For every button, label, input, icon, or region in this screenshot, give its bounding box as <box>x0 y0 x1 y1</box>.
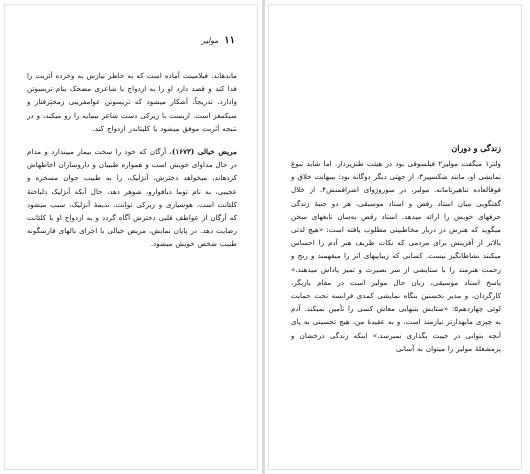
paragraph-1: ماندهاند. فیلامینت آماده است که به خاطر نیازش به وخرده آثریت را فدا کند و قصد دارد او را به ازدواج با شاعری مضحک بنام تریسوتن وادارد. تدریجاً، آشکار میشود که تریسوتن عوامفریبی زمختِرفتار و سبکمغز است. اریست با زیرکی دست شاعر بیمایه را رو میکند، و در نتیجه آثریت موفق میشود با کلیتاندر ازدواج کند. <box>27 71 237 133</box>
paragraph-2 <box>27 145 237 251</box>
right-page <box>268 4 522 470</box>
running-head: مولیر <box>201 36 219 45</box>
page-number: ۱۱ <box>224 35 235 46</box>
left-page-body <box>27 69 237 251</box>
paragraph-2-text: آرگان که خود را سخت بیمار میپندارد و مدام در حال مداوای خویش است و همواره طبیبان و داروسازان احاطهاش کردهاند، میخواهد دخترش، آنژلیک، را به طبیب جوان مسخره و عجیبی، به نام توما دیافوارو، شوهر دهد، حال آنکه آنژلیک دلباختهٔ کلئانت است. هوشیاری و زیرکی تواِنت، ندیمهٔ آنژلیک، سبب میشود که آرگان از عواطف قلبی دخترش آگاه گردد و به ازدواج او با کلئانت رضایت دهد. در پایان نمایش، مریض خیالی با اجرای بالهای فارسگونه طبیب شخص خویش میشود. <box>27 147 237 249</box>
right-paragraph: ولتر۱ میگفت مولیر۲ فیلسوفی بود در هیئت طنزپرداز. اما شاید نبوغ نمایشی او، مانند شکسپیر۳، از جهتی دیگر دوگانه بود: بیبهایت خلاق و فوقالعاده تناهیرنامانه. مولیر، در سوروژوای اشرافمنش۴، از خلال گفتگویی میان استاد رقص و استاد موسیقی، هر دو جنبهٔ زندگی حرفهای خویش را ارائه میدهد. استاد رقص به‌سان نابغهای سخن میگوید که هنرش در دربار مخاطبینی مطلوب یافته است: «هیچ لذتی بالاتر از آفرینش برای مردمی که نکات ظریف هنر آدم را احساس میکنند نشاطانگیز نیست. کسانی که زیباییهای اثر را میفهمند و رنج و زحمت هنرمند را با ستایشی از سر بصیرت و تمیز پاداش میدهند.» پاسخ استاد موسیقی، زبان حال مولیر است در مقام بازیگر، کارگردان، و مدیر نخستین بنگاه نمایشی کمدی فرانسه تحت حمایت لوئی چهاردهم۵: «ستایش بتنهایی معاش کسی را تأمین نمیکند. آدم به چیزی مایهدارتر نیازمند است، و به عقیدهٔ من، هیچ تحسینی به پای آنچه بتوانی در جیبت بگذاری نمیرسد.» اینکه زندگی درخشان و پرمشغلهٔ مولیر را میتوان به آسانی <box>291 159 501 353</box>
section-title: زندگی و دوران <box>451 143 501 153</box>
left-page-header <box>25 35 235 47</box>
left-page <box>4 4 258 470</box>
right-page-body <box>291 157 501 355</box>
book-spine <box>262 0 265 474</box>
paragraph-2-title: مریض خیالی (۱۶۷۳). <box>169 147 238 157</box>
